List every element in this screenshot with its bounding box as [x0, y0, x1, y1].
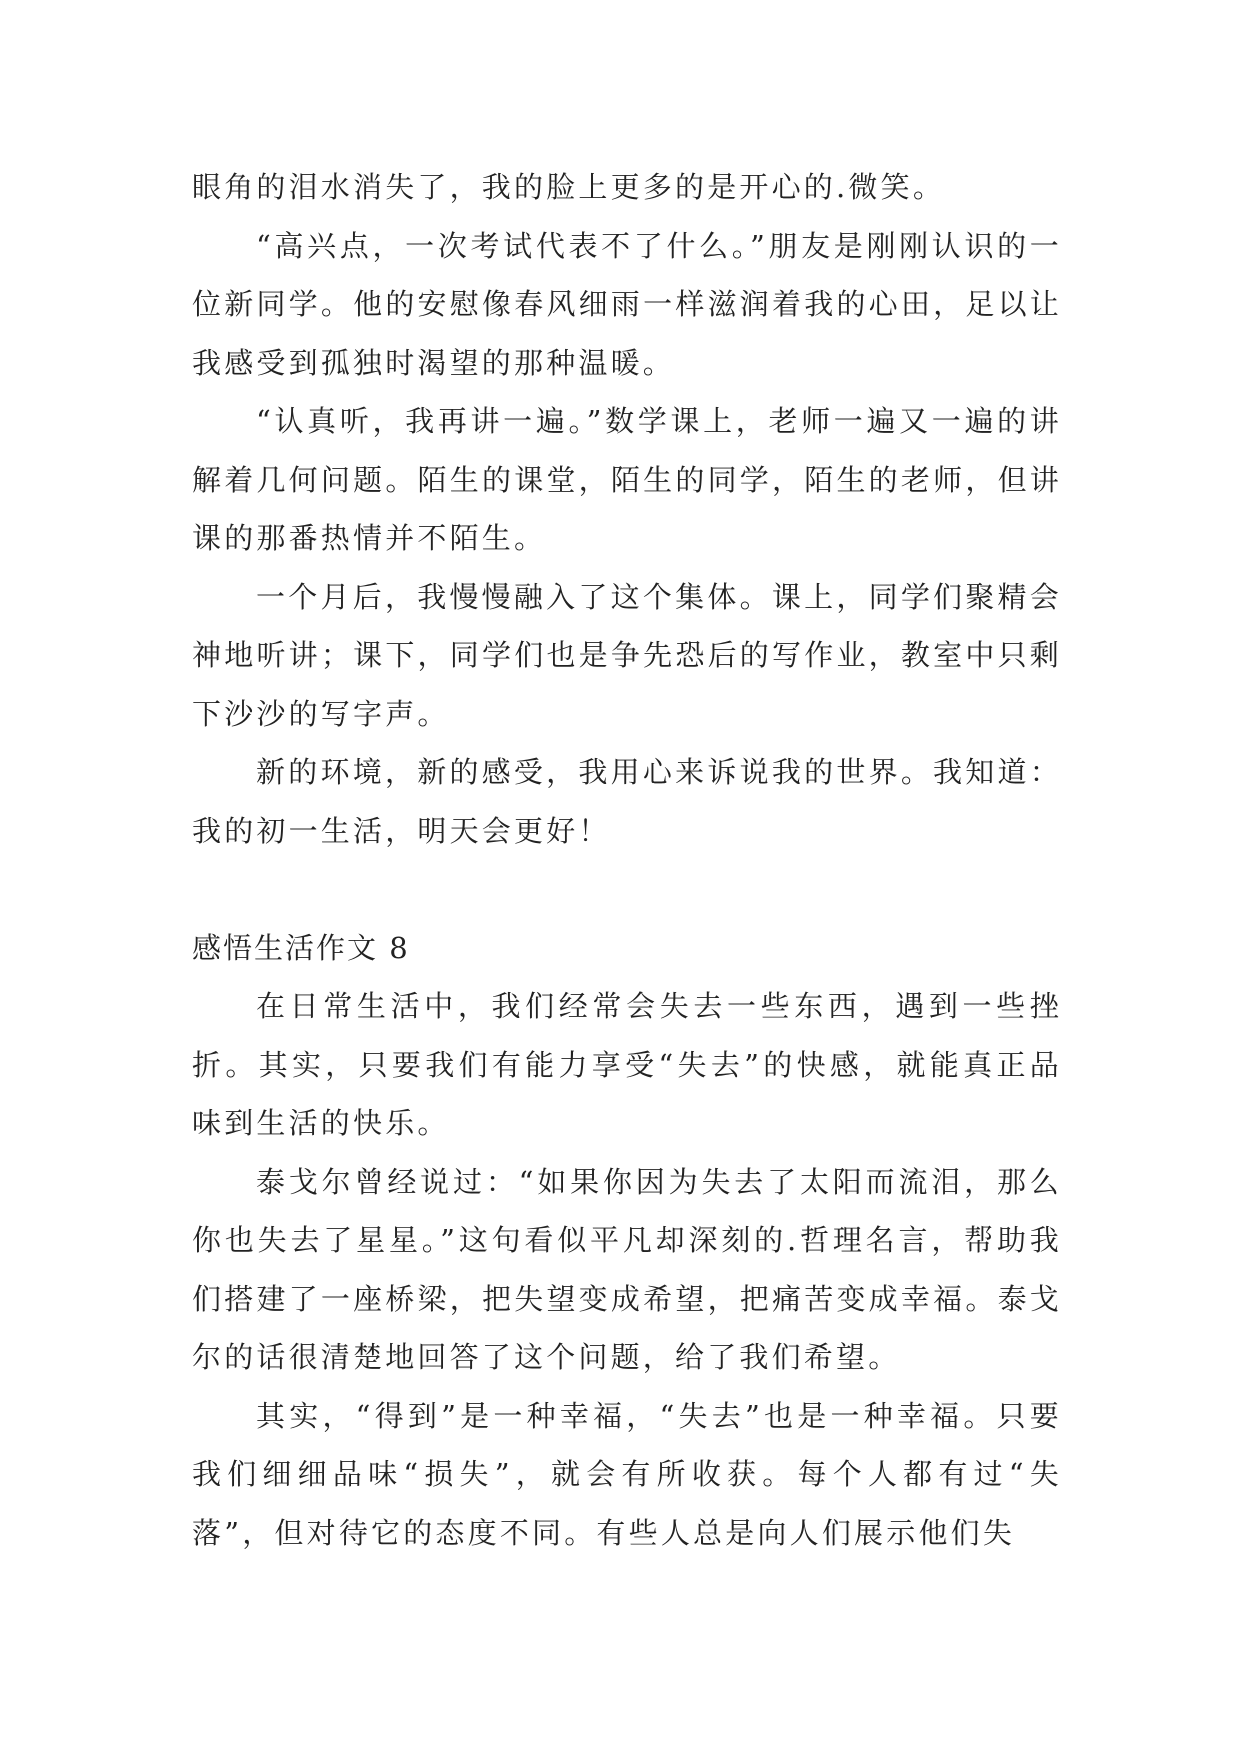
paragraph: 新的环境，新的感受，我用心来诉说我的世界。我知道：我的初一生活，明天会更好！	[192, 755, 1062, 848]
paragraph: 其实，“得到”是一种幸福，“失去”也是一种幸福。只要我们细细品味“损失”，就会有所收获。每个人都有过“失落”，但对待它的态度不同。有些人总是向人们展示他们失	[192, 1398, 1062, 1550]
paragraph-continuation: 眼角的泪水消失了，我的脸上更多的是开心的.微笑。	[192, 170, 946, 204]
paragraph: 一个月后，我慢慢融入了这个集体。课上，同学们聚精会神地听讲；课下，同学们也是争先恐后的写作业，教室中只剩下沙沙的写字声。	[192, 579, 1062, 731]
paragraph: 泰戈尔曾经说过：“如果你因为失去了太阳而流泪，那么你也失去了星星。”这句看似平凡却深刻的.哲理名言，帮助我们搭建了一座桥梁，把失望变成希望，把痛苦变成幸福。泰戈尔的话很清楚地回答了这个问题，给了我们希望。	[192, 1164, 1062, 1374]
section-title: 感悟生活作文 8	[192, 930, 410, 965]
paragraph: “认真听，我再讲一遍。”数学课上，老师一遍又一遍的讲解着几何问题。陌生的课堂，陌生的同学，陌生的老师，但讲课的那番热情并不陌生。	[192, 404, 1062, 555]
paragraph: “高兴点，一次考试代表不了什么。”朋友是刚刚认识的一位新同学。他的安慰像春风细雨一样滋润着我的心田，足以让我感受到孤独时渴望的那种温暖。	[192, 228, 1062, 380]
paragraph: 在日常生活中，我们经常会失去一些东西，遇到一些挫折。其实，只要我们有能力享受“失去”的快感，就能真正品味到生活的快乐。	[192, 989, 1062, 1140]
document-body	[192, 158, 1062, 1562]
